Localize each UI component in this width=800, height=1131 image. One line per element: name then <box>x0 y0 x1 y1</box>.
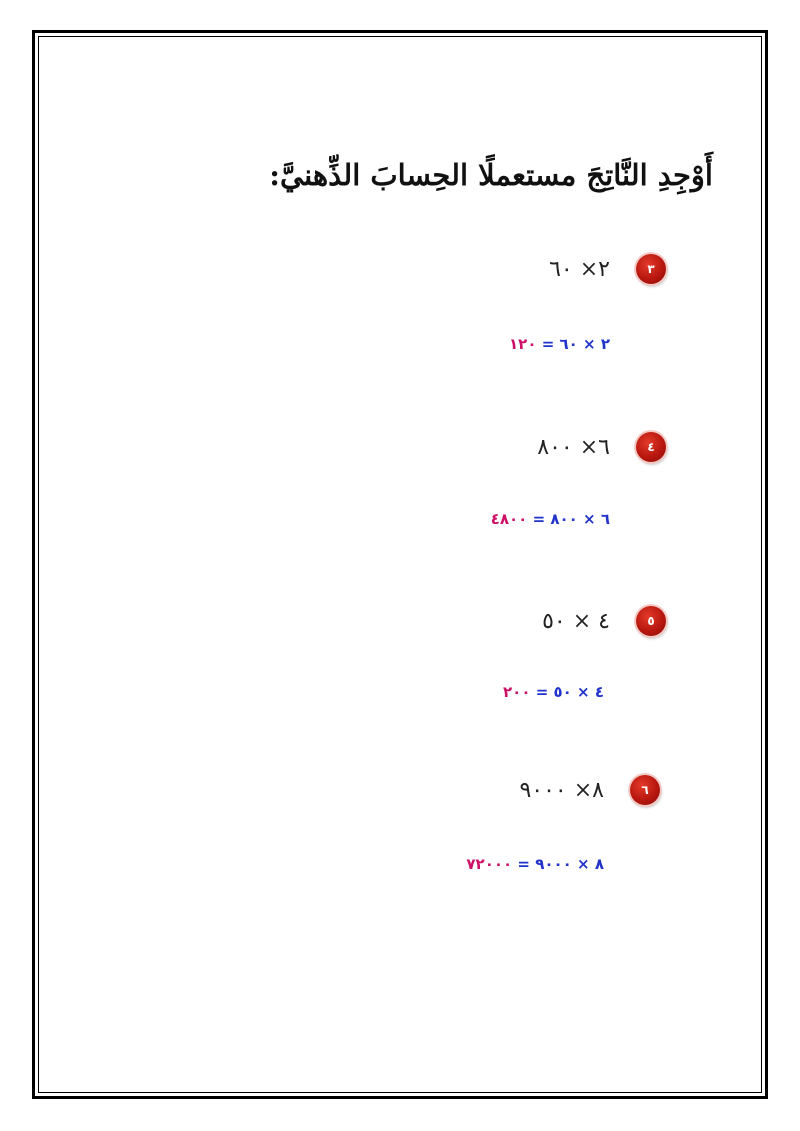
problem-4 <box>519 775 660 805</box>
problem-expression: ٢× ٦٠ <box>549 256 610 282</box>
problem-expression: ٨× ٩٠٠٠ <box>519 777 604 803</box>
answer-3 <box>503 683 604 701</box>
answer-expression: ٨ × ٩٠٠٠ = <box>517 855 604 873</box>
answer-expression: ٢ × ٦٠ = <box>541 335 610 353</box>
problem-number-badge: ٦ <box>630 775 660 805</box>
answer-result: ٤٨٠٠ <box>490 510 528 528</box>
answer-result: ١٢٠ <box>509 335 537 353</box>
answer-2 <box>491 510 610 528</box>
problem-3 <box>542 606 666 636</box>
problem-expression: ٤ × ٥٠ <box>542 608 610 634</box>
answer-expression: ٦ × ٨٠٠ = <box>532 510 610 528</box>
problem-number-badge: ٥ <box>636 606 666 636</box>
problem-2 <box>537 432 666 462</box>
answer-result: ٢٠٠ <box>503 683 531 701</box>
problem-number-badge: ٤ <box>636 432 666 462</box>
problem-expression: ٦× ٨٠٠ <box>537 434 610 460</box>
page-border-inner <box>38 36 762 1093</box>
problem-1 <box>549 254 666 284</box>
problem-number-badge: ٣ <box>636 254 666 284</box>
answer-result: ٧٢٠٠٠ <box>466 855 513 873</box>
exercise-title: أَوْجِدِ النَّاتِجَ مستعملًا الحِسابَ الذِّهنيَّ: <box>269 158 713 192</box>
answer-1 <box>509 335 610 353</box>
answer-expression: ٤ × ٥٠ = <box>535 683 604 701</box>
answer-4 <box>466 855 604 873</box>
